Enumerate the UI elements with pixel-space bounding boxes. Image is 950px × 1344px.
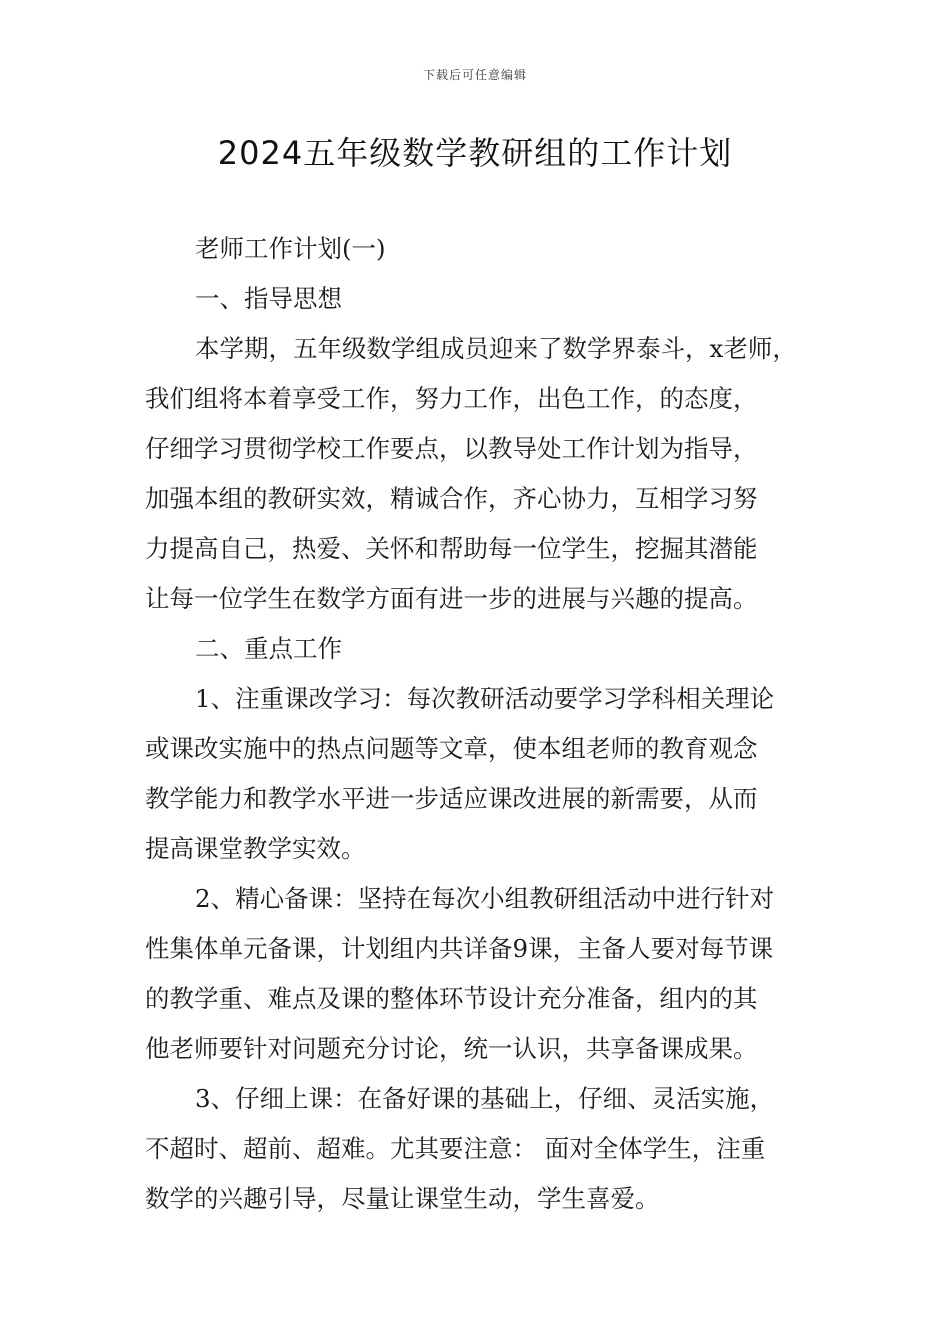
text-line: 我们组将本着享受工作，努力工作，出色工作，的态度， [145, 384, 758, 413]
text-line: 或课改实施中的热点问题等文章，使本组老师的教育观念 [145, 734, 758, 763]
text-line: 性集体单元备课，计划组内共详备9课，主备人要对每节课 [145, 934, 774, 963]
text-line: 1、注重课改学习：每次教研活动要学习学科相关理论 [195, 684, 775, 713]
text-line: 提高课堂教学实效。 [145, 834, 366, 863]
text-line: 数学的兴趣引导，尽量让课堂生动，学生喜爱。 [145, 1184, 660, 1213]
text-line: 教学能力和教学水平进一步适应课改进展的新需要，从而 [145, 784, 758, 813]
text-line: 3、仔细上课：在备好课的基础上，仔细、灵活实施， [195, 1084, 775, 1113]
text-line: 力提高自己，热爱、关怀和帮助每一位学生，挖掘其潜能 [145, 534, 758, 563]
text-line: 不超时、超前、超难。尤其要注意： 面对全体学生，注重 [145, 1134, 766, 1163]
text-line: 二、重点工作 [195, 634, 342, 663]
text-line: 加强本组的教研实效，精诚合作，齐心协力，互相学习努 [145, 484, 758, 513]
text-line: 老师工作计划(一) [195, 234, 386, 263]
text-line: 他老师要针对问题充分讨论，统一认识，共享备课成果。 [145, 1034, 758, 1063]
document-title: 2024五年级数学教研组的工作计划 [217, 134, 733, 172]
text-line: 的教学重、难点及课的整体环节设计充分准备，组内的其 [145, 984, 758, 1013]
text-line: 一、指导思想 [195, 284, 342, 313]
document-body [145, 224, 825, 1224]
text-line: 2、精心备课：坚持在每次小组教研组活动中进行针对 [195, 884, 775, 913]
text-line: 让每一位学生在数学方面有进一步的进展与兴趣的提高。 [145, 584, 758, 613]
text-line: 本学期，五年级数学组成员迎来了数学界泰斗，x老师， [195, 334, 797, 363]
header-note: 下载后可任意编辑 [422, 68, 527, 82]
text-line: 仔细学习贯彻学校工作要点，以教导处工作计划为指导， [145, 434, 758, 463]
